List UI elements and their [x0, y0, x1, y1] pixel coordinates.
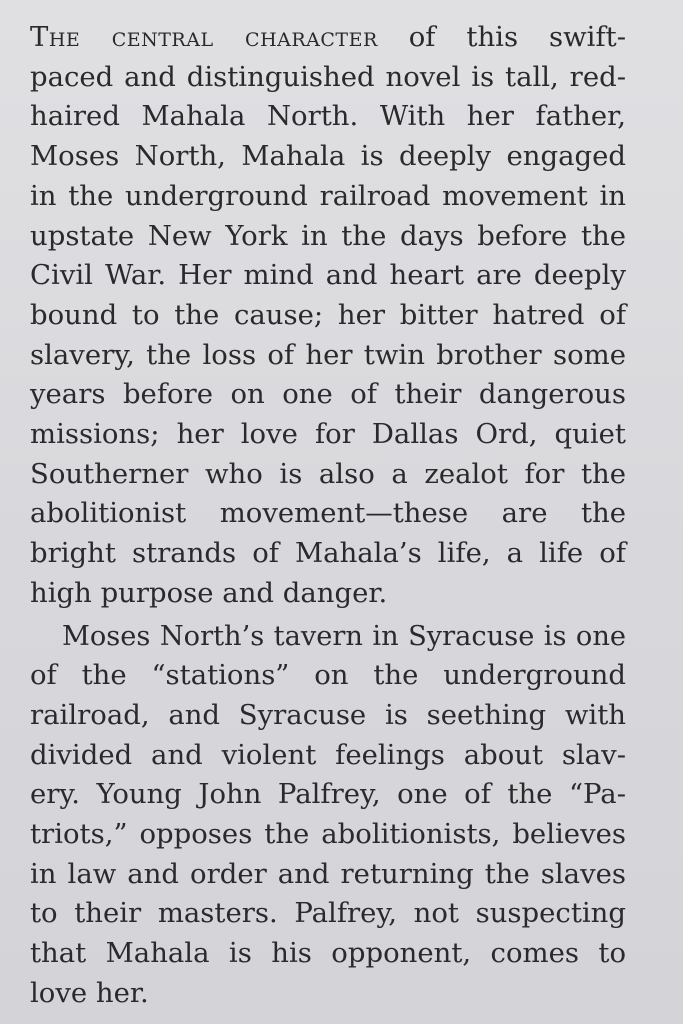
text-line: slavery, the loss of her twin brother some — [30, 338, 626, 371]
text-line: Moses North’s tavern in Syracuse is one — [62, 620, 626, 652]
text-line: of the “stations” on the underground — [30, 659, 626, 692]
text-line: bound to the cause; her bitter hatred of — [30, 298, 626, 331]
text-line: missions; her love for Dallas Ord, quiet — [30, 418, 626, 451]
text-line: Moses North, Mahala is deeply engaged — [30, 140, 626, 173]
text-line: Southerner who is also a zealot for the — [30, 457, 626, 490]
text-line: to their masters. Palfrey, not suspecting — [30, 897, 626, 930]
text-line: years before on one of their dangerous — [30, 378, 626, 411]
text-line: in the underground railroad movement in — [30, 179, 626, 212]
paragraph-1 — [30, 18, 626, 614]
text-line: love her. — [30, 976, 149, 1009]
text-line: abolitionist movement—these are the — [30, 497, 626, 530]
text-line: high purpose and danger. — [30, 576, 388, 609]
text-line: in law and order and returning the slaves — [30, 857, 626, 890]
text-line: that Mahala is his opponent, comes to — [30, 937, 626, 970]
text-line: upstate New York in the days before the — [30, 219, 626, 252]
paragraph-2 — [30, 617, 626, 1014]
text-line: The central character of this swift- — [30, 21, 626, 53]
text-line: ery. Young John Palfrey, one of the “Pa- — [30, 778, 626, 811]
text-line: haired Mahala North. With her father, — [30, 100, 626, 133]
text-line: railroad, and Syracuse is seething with — [30, 698, 626, 731]
text-line: paced and distinguished novel is tall, red- — [30, 60, 626, 93]
lead-in-small-caps: The central character — [30, 21, 378, 53]
text-line: Civil War. Her mind and heart are deeply — [30, 259, 626, 292]
text-line: bright strands of Mahala’s life, a life of — [30, 537, 626, 570]
text-line: triots,” opposes the abolitionists, believes — [30, 818, 626, 851]
text-line: divided and violent feelings about slav- — [30, 738, 626, 771]
